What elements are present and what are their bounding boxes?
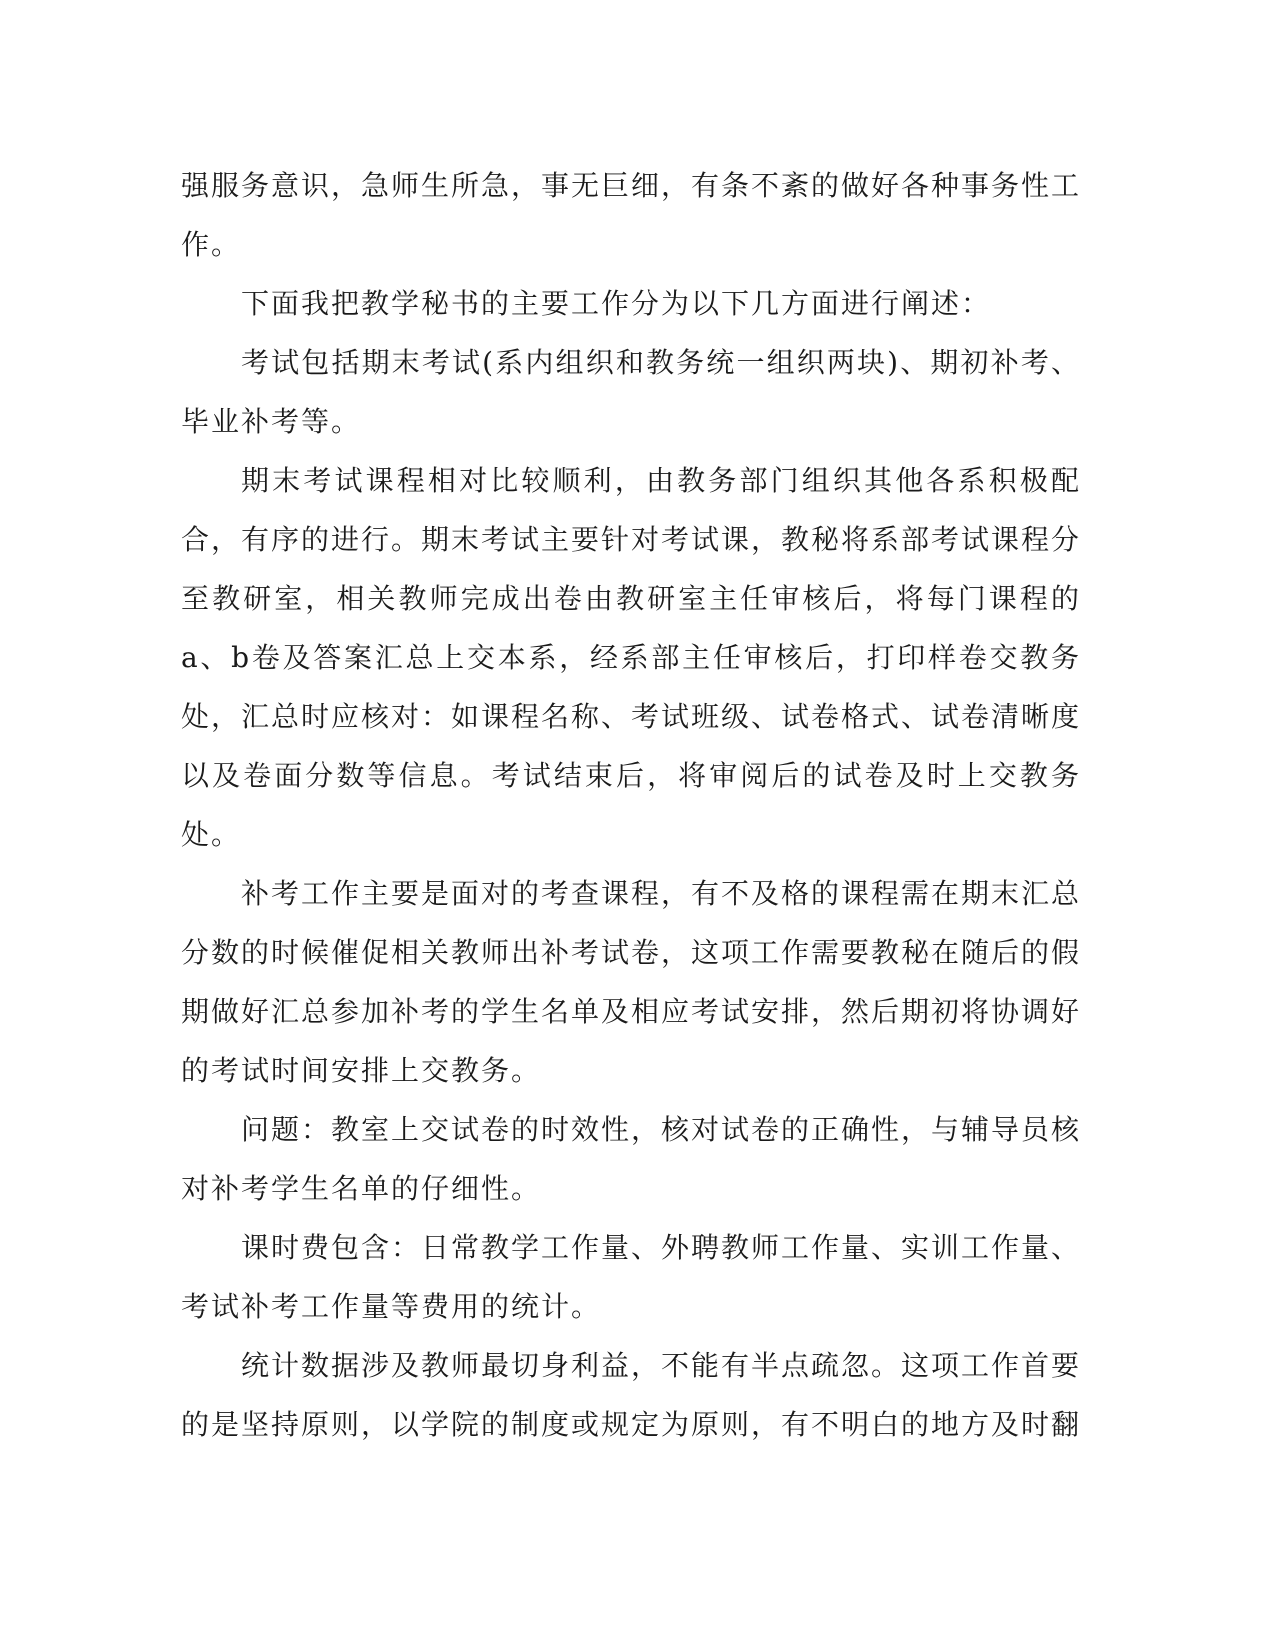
paragraph-4: 期末考试课程相对比较顺利，由教务部门组织其他各系积极配合，有序的进行。期末考试主要针对考试课，教秘将系部考试课程分至教研室，相关教师完成出卷由教研室主任审核后，将每门课程的a、b卷及答案汇总上交本系，经系部主任审核后，打印样卷交教务处，汇总时应核对：如课程名称、考试班级、试卷格式、试卷清晰度以及卷面分数等信息。考试结束后，将审阅后的试卷及时上交教务处。 (181, 464, 1082, 851)
paragraph-7: 课时费包含：日常教学工作量、外聘教师工作量、实训工作量、考试补考工作量等费用的统计。 (181, 1231, 1082, 1323)
document-body (181, 156, 1081, 1454)
paragraph-8: 统计数据涉及教师最切身利益，不能有半点疏忽。这项工作首要的是坚持原则，以学院的制度或规定为原则，有不明白的地方及时翻 (181, 1349, 1082, 1441)
paragraph-6: 问题：教室上交试卷的时效性，核对试卷的正确性，与辅导员核对补考学生名单的仔细性。 (181, 1113, 1082, 1205)
paragraph-1: 强服务意识，急师生所急，事无巨细，有条不紊的做好各种事务性工作。 (181, 169, 1082, 261)
paragraph-2: 下面我把教学秘书的主要工作分为以下几方面进行阐述： (241, 287, 992, 320)
paragraph-3: 考试包括期末考试(系内组织和教务统一组织两块)、期初补考、毕业补考等。 (181, 346, 1081, 438)
paragraph-5: 补考工作主要是面对的考查课程，有不及格的课程需在期末汇总分数的时候催促相关教师出补考试卷，这项工作需要教秘在随后的假期做好汇总参加补考的学生名单及相应考试安排，然后期初将协调好的考试时间安排上交教务。 (181, 877, 1082, 1087)
